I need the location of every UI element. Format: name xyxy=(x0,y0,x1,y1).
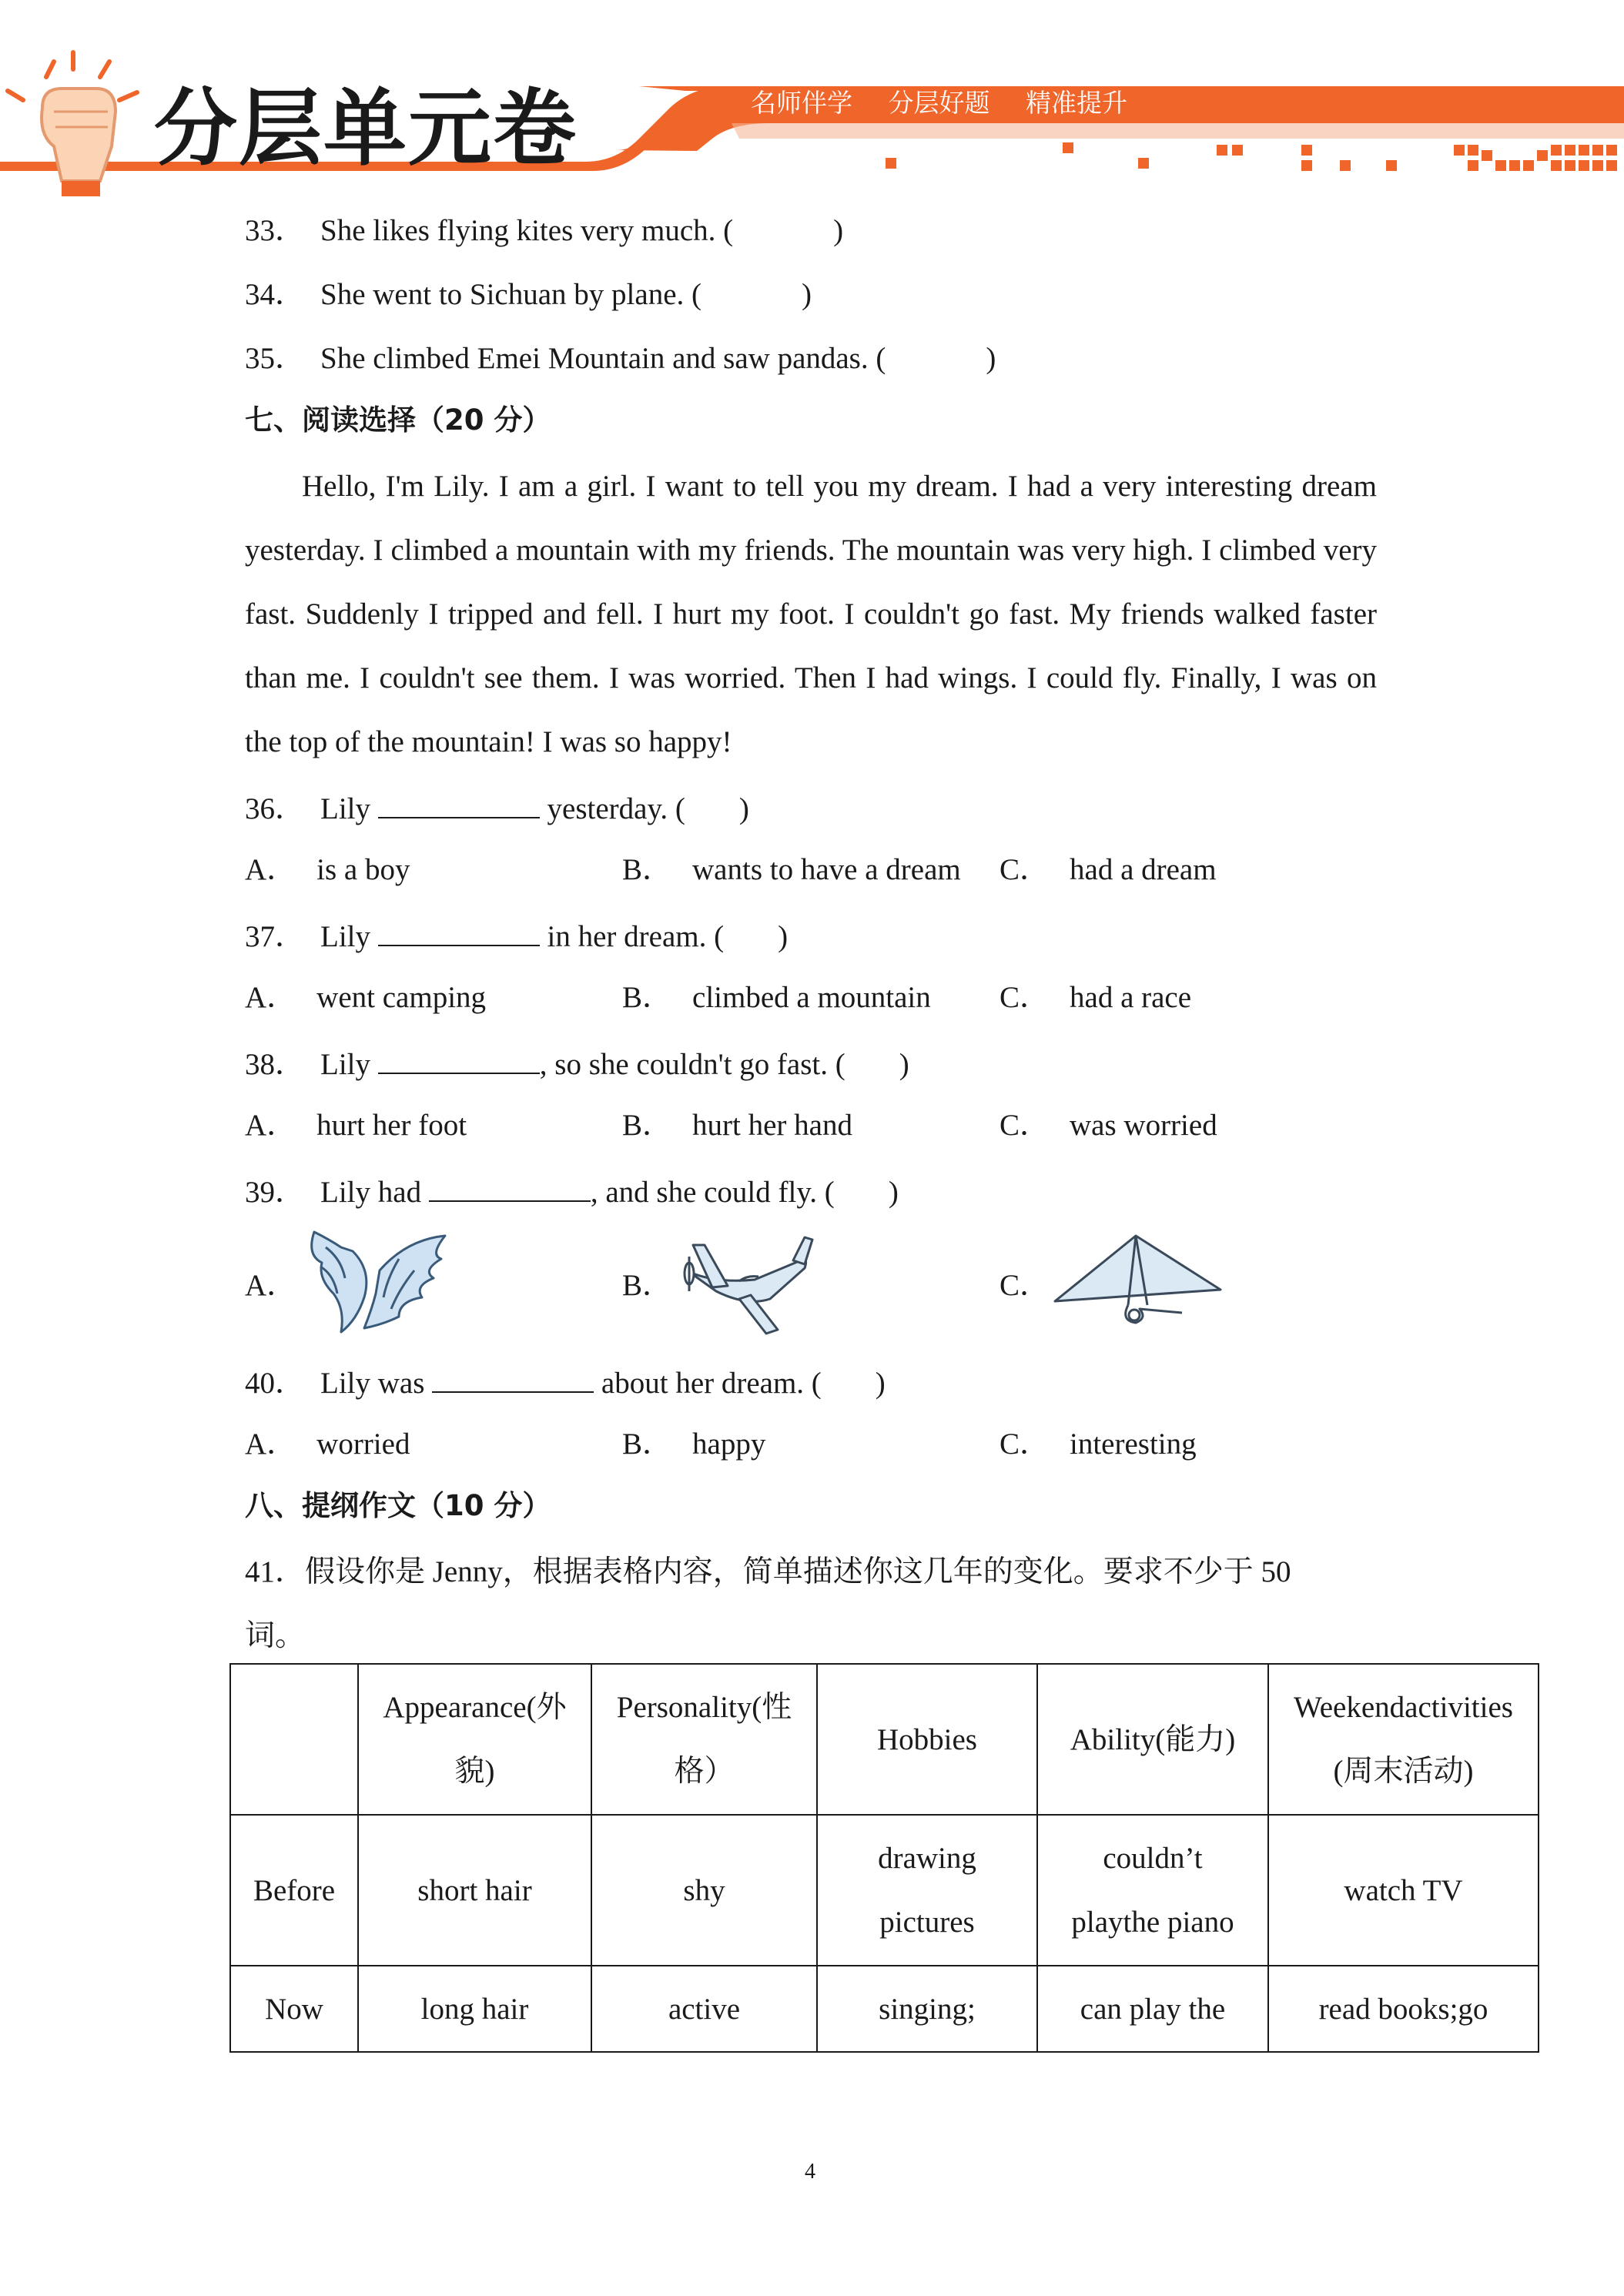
question-text: about her dream. ( xyxy=(594,1367,822,1400)
table-cell xyxy=(817,1815,1037,1966)
table-cell xyxy=(1037,1966,1268,2052)
question-number: 38． xyxy=(245,1048,306,1081)
question-39 xyxy=(245,1174,899,1207)
option-letter: A． xyxy=(245,853,297,886)
header-cell-weekend xyxy=(1268,1664,1539,1815)
question-text: She climbed Emei Mountain and saw pandas. ( xyxy=(320,342,886,375)
close-paren: ) xyxy=(802,278,812,311)
essay-outline-table xyxy=(229,1663,1539,2053)
section-7-title: 七、阅读选择（20 分） xyxy=(245,403,551,437)
question-34 xyxy=(245,279,812,310)
option-text: had a race xyxy=(1070,981,1192,1014)
question-number: 34． xyxy=(245,278,306,311)
slogan-2: 分层好题 xyxy=(888,88,990,118)
close-paren: ) xyxy=(899,1048,909,1081)
option-38-b[interactable] xyxy=(622,1110,852,1140)
option-text: climbed a mountain xyxy=(692,981,931,1014)
answer-blank xyxy=(378,791,540,818)
table-row-now xyxy=(230,1966,1539,2052)
option-36-a[interactable] xyxy=(245,855,410,885)
cell-line: Now xyxy=(265,1992,323,2026)
cell-line: Weekendactivities xyxy=(1294,1691,1513,1724)
header-cell-hobbies xyxy=(817,1664,1037,1815)
option-38-a[interactable] xyxy=(245,1110,467,1140)
option-letter: C． xyxy=(1000,853,1050,886)
question-number: 39． xyxy=(245,1176,306,1209)
row-label xyxy=(230,1966,358,2052)
answer-blank xyxy=(378,1046,540,1074)
cell-line: couldn’t xyxy=(1103,1842,1203,1875)
option-40-c[interactable] xyxy=(1000,1429,1197,1459)
answer-blank xyxy=(432,1365,594,1393)
question-text: She went to Sichuan by plane. ( xyxy=(320,278,702,311)
table-cell xyxy=(1037,1815,1268,1966)
section-8-title: 八、提纲作文（10 分） xyxy=(245,1489,551,1522)
answer-blank xyxy=(429,1174,591,1202)
answer-blank xyxy=(378,919,540,946)
cell-line: drawing xyxy=(878,1842,976,1875)
option-letter: C． xyxy=(1000,1427,1050,1461)
option-letter: C． xyxy=(1000,1109,1050,1142)
cell-line: read books;go xyxy=(1318,1992,1488,2026)
cell-line: 格） xyxy=(674,1755,735,1788)
cell-line: active xyxy=(668,1992,741,2026)
essay-prompt-line-1: 41．假设你是 Jenny，根据表格内容，简单描述你这几年的变化。要求不少于 50 xyxy=(245,1555,1291,1588)
cell-line: Hobbies xyxy=(877,1722,977,1756)
question-text: Lily had xyxy=(320,1176,429,1209)
wings-icon xyxy=(299,1224,453,1340)
slogan-3: 精准提升 xyxy=(1026,88,1127,118)
close-paren: ) xyxy=(738,792,749,825)
header-cell-appearance xyxy=(358,1664,591,1815)
table-cell xyxy=(1268,1966,1539,2052)
option-37-a[interactable] xyxy=(245,982,486,1012)
cell-line: (周末活动) xyxy=(1333,1755,1474,1788)
question-text: She likes flying kites very much. ( xyxy=(320,214,734,247)
option-text: hurt her foot xyxy=(316,1109,467,1142)
option-text: was worried xyxy=(1070,1109,1217,1142)
table-cell xyxy=(591,1966,817,2052)
question-text: Lily xyxy=(320,792,378,825)
option-letter: B． xyxy=(622,853,673,886)
option-37-c[interactable] xyxy=(1000,982,1191,1012)
close-paren: ) xyxy=(888,1176,899,1209)
question-number: 40． xyxy=(245,1367,306,1400)
option-text: hurt her hand xyxy=(692,1109,852,1142)
option-letter: B． xyxy=(622,1269,673,1302)
option-text: interesting xyxy=(1070,1427,1197,1461)
page-header xyxy=(0,0,1624,192)
cell-line: 貌) xyxy=(454,1755,495,1788)
table-cell xyxy=(591,1815,817,1966)
question-text: Lily xyxy=(320,1048,378,1081)
table-cell xyxy=(817,1966,1037,2052)
close-paren: ) xyxy=(875,1367,886,1400)
question-text: , so she couldn't go fast. ( xyxy=(539,1048,845,1081)
header-slogan xyxy=(751,83,1155,119)
option-text: had a dream xyxy=(1070,853,1217,886)
cell-line: Personality(性 xyxy=(616,1691,792,1724)
option-text: is a boy xyxy=(316,853,410,886)
raised-fist-icon xyxy=(0,46,154,200)
kite-icon xyxy=(1051,1232,1228,1328)
question-number: 36． xyxy=(245,792,306,825)
option-letter: A． xyxy=(245,1269,297,1302)
cell-line: watch TV xyxy=(1344,1873,1463,1907)
option-letter: A． xyxy=(245,981,297,1014)
question-38 xyxy=(245,1046,909,1079)
header-cell-empty xyxy=(230,1664,358,1815)
option-text: happy xyxy=(692,1427,766,1461)
reading-passage: Hello, I'm Lily. I am a girl. I want to tell you my dream. I had a very interesting dream yesterday. I climbed a mountain with my friends. The mountain was very high. I climbed very fast. Suddenly I tripped and fell. I hurt my foot. I couldn't go fast. My friends walked faster than me. I couldn't see them. I was worried. Then I had wings. I could fly. Finally, I was on the top of the mountain! I was so happy! xyxy=(245,470,1377,758)
cell-line: Ability(能力) xyxy=(1070,1722,1236,1756)
option-40-a[interactable] xyxy=(245,1429,410,1459)
cell-line: can play the xyxy=(1080,1992,1226,2026)
close-paren: ) xyxy=(986,342,996,375)
question-number: 37． xyxy=(245,920,306,953)
cell-line: shy xyxy=(683,1873,725,1907)
question-text: , and she could fly. ( xyxy=(590,1176,835,1209)
option-36-c[interactable] xyxy=(1000,855,1217,885)
table-cell xyxy=(358,1966,591,2052)
option-letter: A． xyxy=(245,1109,297,1142)
question-37 xyxy=(245,919,788,952)
cell-line: singing; xyxy=(879,1992,976,2026)
question-36 xyxy=(245,791,749,824)
brand-title: 分层单元卷 xyxy=(154,81,578,177)
option-letter: C． xyxy=(1000,1269,1050,1302)
question-33 xyxy=(245,216,843,246)
option-38-c[interactable] xyxy=(1000,1110,1217,1140)
question-text: Lily was xyxy=(320,1367,433,1400)
question-text: yesterday. ( xyxy=(539,792,685,825)
question-text: in her dream. ( xyxy=(539,920,725,953)
cell-line: pictures xyxy=(879,1906,975,1939)
table-cell xyxy=(1268,1815,1539,1966)
question-text: Lily xyxy=(320,920,378,953)
question-number: 35． xyxy=(245,342,306,375)
option-37-b[interactable] xyxy=(622,982,931,1012)
option-letter: B． xyxy=(622,1109,673,1142)
question-35 xyxy=(245,343,996,373)
option-text: wants to have a dream xyxy=(692,853,961,886)
table-cell xyxy=(358,1815,591,1966)
question-40 xyxy=(245,1365,886,1398)
slogan-1: 名师伴学 xyxy=(751,88,852,118)
option-letter: B． xyxy=(622,1427,673,1461)
option-letter: A． xyxy=(245,1427,297,1461)
cell-line: short hair xyxy=(417,1873,532,1907)
row-label xyxy=(230,1815,358,1966)
close-paren: ) xyxy=(778,920,789,953)
table-row-before xyxy=(230,1815,1539,1966)
question-number: 33． xyxy=(245,214,306,247)
essay-prompt-line-2: 词。 xyxy=(245,1619,306,1652)
cell-line: Appearance(外 xyxy=(383,1691,567,1724)
option-40-b[interactable] xyxy=(622,1429,765,1459)
option-36-b[interactable] xyxy=(622,855,961,885)
page-number: 4 xyxy=(805,2160,815,2184)
table-header-row xyxy=(230,1664,1539,1815)
cell-line: Before xyxy=(253,1873,336,1907)
option-letter: B． xyxy=(622,981,673,1014)
header-cell-personality xyxy=(591,1664,817,1815)
cell-line: long hair xyxy=(420,1992,529,2026)
option-letter: C． xyxy=(1000,981,1050,1014)
option-text: worried xyxy=(316,1427,410,1461)
close-paren: ) xyxy=(833,214,844,247)
airplane-icon xyxy=(670,1226,816,1337)
cell-line: playthe piano xyxy=(1071,1906,1234,1939)
option-text: went camping xyxy=(316,981,487,1014)
header-cell-ability xyxy=(1037,1664,1268,1815)
